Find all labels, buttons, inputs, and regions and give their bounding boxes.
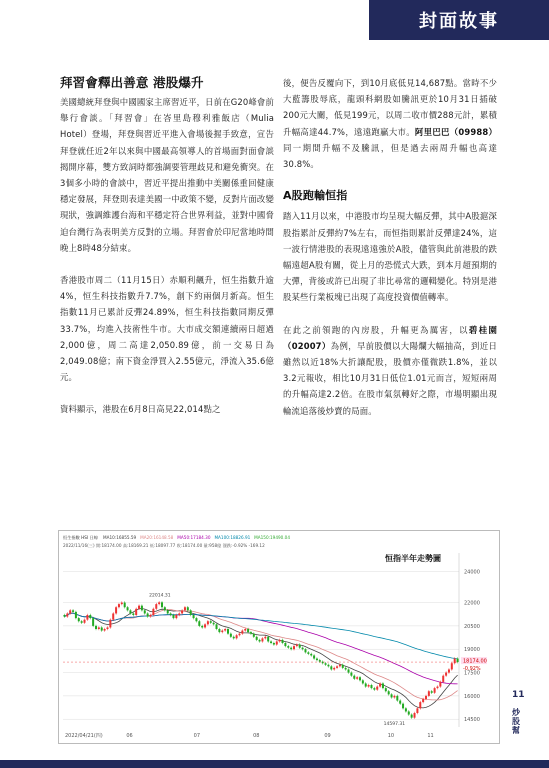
candle-body — [299, 645, 301, 648]
candle-body — [368, 685, 370, 687]
candle-body — [353, 676, 355, 679]
candle-body — [256, 637, 258, 640]
candle-body — [238, 634, 240, 636]
y-tick-label: 20500 — [464, 623, 480, 630]
country-garden-stock: 碧桂園（02007） — [283, 324, 497, 351]
last-change-label: -0.92% — [463, 666, 481, 673]
chart-header-values: 2022/11/16(三) 開:18174.00 高:18169.21 低:18097.77 收:18174.00 量:958億 漲跌:-0.92% -169.12 — [63, 543, 265, 548]
candle-body — [210, 621, 212, 623]
candle-body — [184, 607, 186, 610]
chart-ma-label: MA50:17184.30 — [177, 535, 211, 540]
candle-body — [207, 621, 209, 624]
candle-body — [63, 615, 65, 617]
chart-title: 恒指半年走勢圖 — [385, 554, 441, 563]
candle-body — [104, 629, 106, 631]
candle-body — [408, 711, 410, 714]
right-column — [283, 75, 497, 435]
candle-body — [244, 629, 246, 631]
candle-body — [195, 618, 197, 621]
candle-body — [411, 715, 413, 718]
candle-body — [187, 607, 189, 610]
paragraph: 美國總統拜登與中國國家主席習近平，日前在G20峰會前舉行會談。「拜習會」在峇里島穆利雅飯店（Mulia Hotel）登場，拜登與習近平進入會場後握手致意，宣告拜登就任近2年以來與中國最高領導人的首場面對面會談揭開序幕，雙方致詞時都強調要管理歧見和避免衝突。在3個多小時的會談中，習近平提出推動中美關係重回健康穩定發展，拜登則表達美國一中政策不變，反對片面改變現狀，強調維護台海和平穩定符合世界利益，並對中國脅迫台灣行為表明美方反對的立場。拜習會於印尼當地時間晚上8時48分結束。 — [60, 97, 274, 253]
candle-body — [282, 640, 284, 643]
candle-body — [261, 638, 263, 641]
candle-body — [247, 629, 249, 632]
candle-body — [276, 641, 278, 644]
candle-body — [436, 687, 438, 689]
candle-body — [172, 615, 174, 618]
candle-body — [448, 669, 450, 672]
candle-body — [442, 676, 444, 682]
candle-body — [250, 632, 252, 634]
candle-body — [359, 677, 361, 680]
candle-body — [388, 691, 390, 694]
candle-body — [264, 637, 266, 639]
candle-body — [84, 620, 86, 623]
candle-body — [213, 623, 215, 625]
chart-ma-label: MA100:18826.91 — [214, 535, 251, 540]
subheading: A股跑輸恒指 — [283, 189, 348, 203]
candle-body — [414, 713, 416, 718]
candle-body — [72, 610, 74, 612]
ma-line — [64, 609, 457, 708]
bottom-bar — [0, 760, 549, 768]
candle-body — [319, 660, 321, 662]
candle-body — [279, 640, 281, 642]
candle-body — [434, 688, 436, 693]
last-price-label: 18174.00 — [463, 658, 487, 665]
candle-body — [350, 673, 352, 676]
candle-body — [399, 701, 401, 704]
paragraph: 資料顯示，港股在6月8日高見22,014點之 — [60, 404, 221, 415]
candle-body — [78, 618, 80, 621]
y-tick-label: 19000 — [464, 647, 480, 654]
ma-line — [64, 613, 457, 659]
candle-body — [385, 688, 387, 691]
candle-body — [69, 610, 71, 613]
candle-body — [405, 708, 407, 711]
paragraph: 在此之前領跑的內房股，升幅更為厲害，以碧桂園（02007）為例，早前股價以大陽爛大幅抽高，到近日雖然以近18%大折讓配股，股價亦僅微跌1.8%，並以3.2元報收，相比10月31日低位1.01元而言，短短兩周的升幅高達2.2倍。在股市氣氛轉好之際，市場明顯出現輪流追落後炒賣的局面。 — [283, 324, 497, 416]
candle-body — [141, 606, 143, 611]
chart-ma-label: MA10:16855.59 — [103, 535, 137, 540]
candle-body — [396, 696, 398, 701]
candle-body — [241, 631, 243, 634]
candle-body — [135, 609, 137, 615]
candle-body — [419, 702, 421, 708]
candle-body — [170, 613, 172, 615]
candle-body — [227, 629, 229, 634]
candle-body — [198, 621, 200, 626]
x-tick-label: 06 — [126, 733, 133, 739]
candle-body — [81, 621, 83, 623]
candle-body — [290, 648, 292, 650]
candle-body — [270, 641, 272, 643]
y-tick-label: 24000 — [464, 569, 480, 576]
candle-body — [373, 688, 375, 690]
candle-body — [127, 607, 129, 610]
candle-body — [181, 610, 183, 613]
candle-body — [382, 683, 384, 688]
candle-body — [233, 637, 235, 639]
candle-body — [152, 609, 154, 615]
candle-body — [259, 640, 261, 642]
candle-body — [201, 626, 203, 628]
chart-svg — [59, 531, 499, 743]
candle-body — [204, 624, 206, 627]
candle-body — [75, 612, 77, 618]
ma-line — [64, 613, 457, 684]
chart-header-name: 恒生指數 HSI 日線 — [63, 535, 98, 540]
candle-body — [376, 687, 378, 690]
candle-body — [95, 626, 97, 629]
candle-body — [147, 613, 149, 616]
section-label: 封面故事 — [419, 11, 499, 32]
candle-body — [457, 659, 459, 663]
article-title: 拜習會釋出善意 港股爆升 — [60, 75, 204, 90]
candle-body — [365, 683, 367, 686]
page-number: 11 — [512, 690, 525, 700]
brand-name: 炒股幫 — [512, 708, 520, 735]
paragraph: 踏入11月以來，中港股市均呈現大幅反彈，其中A股滬深股指累計反彈約7%左右，而恒指則累計反彈達24%，這一波行情港股的表現遠遠強於A股，儘管與此前港股的跌幅遠超A股有關，從上月的恐慌式大跌，到本月超預期的大彈，背後或許已出現了非比尋常的邏輯變化。特別是港股某些行業板塊已出現了高度投資價值轉率。 — [283, 211, 497, 303]
section-header — [369, 0, 549, 40]
x-tick-label: 07 — [193, 733, 201, 739]
candle-body — [118, 604, 120, 607]
candle-body — [167, 610, 169, 613]
paragraph: 香港股市周二（11月15日）赤順利飆升，恒生指數升逾4%，恒生科技指數升7.7%，創下約兩個月新高。恒生指數11月已累計反彈24.89%，恒生科技指數同期反彈33.7%，均進入技術性牛市。大市成交額連續兩日超過2,000億，周二高達2,050.89億，前一交易日為2,049.08億；南下資金淨買入2.55億元，淨流入35.6億元。 — [60, 275, 274, 383]
candle-body — [336, 666, 338, 668]
candle-body — [221, 631, 223, 633]
candle-body — [431, 691, 433, 693]
candle-body — [425, 696, 427, 699]
candle-body — [101, 627, 103, 630]
alibaba-stock: 阿里巴巴（09988） — [414, 126, 497, 137]
y-tick-label: 16000 — [464, 693, 480, 700]
candle-body — [89, 615, 91, 618]
candle-body — [161, 602, 163, 607]
candle-body — [267, 637, 269, 642]
candle-body — [307, 652, 309, 654]
candle-body — [439, 682, 441, 687]
low-annotation: 14597.31 — [383, 721, 406, 727]
y-tick-label: 17500 — [464, 670, 480, 677]
candle-body — [293, 646, 295, 649]
candle-body — [339, 665, 341, 667]
candle-body — [428, 691, 430, 696]
candle-body — [325, 663, 327, 665]
candle-body — [379, 683, 381, 686]
candle-body — [178, 613, 180, 615]
candle-body — [109, 620, 111, 628]
candle-body — [86, 615, 88, 620]
candle-body — [230, 634, 232, 637]
candle-body — [92, 618, 94, 626]
chart-ma-label: MA150:19490.04 — [254, 535, 291, 540]
candle-body — [451, 663, 453, 669]
candle-body — [370, 685, 372, 688]
candle-body — [106, 627, 108, 629]
candle-body — [155, 604, 157, 609]
candle-body — [402, 704, 404, 709]
candle-body — [121, 603, 123, 605]
candle-body — [356, 677, 358, 679]
paragraph: 後，便告反覆向下，到10月底低見14,687點。當時不少大藍籌股辱底，龍頭科網股如騰訊更於10月31日插破200元大關，低見199元，以周二收市價288元計，累積升幅高達44.7%，遠遠跑贏大市。阿里巴巴（09988）同一期間升幅不及騰訊，但是過去兩周升幅也高達30.8%。 — [283, 78, 497, 170]
candle-body — [216, 624, 218, 629]
candle-body — [362, 680, 364, 683]
candle-body — [144, 610, 146, 613]
candle-body — [345, 668, 347, 670]
y-tick-label: 14500 — [464, 717, 480, 724]
candle-body — [273, 643, 275, 645]
candle-body — [132, 613, 134, 615]
candle-body — [304, 649, 306, 652]
candle-body — [129, 610, 131, 613]
candle-body — [150, 615, 152, 617]
candle-body — [454, 659, 456, 664]
candle-body — [190, 610, 192, 615]
candle-body — [416, 708, 418, 713]
candle-body — [302, 648, 304, 650]
candle-body — [330, 666, 332, 669]
candle-body — [124, 603, 126, 608]
hsi-chart — [58, 530, 500, 744]
candle-body — [66, 613, 68, 616]
candle-body — [348, 669, 350, 672]
candle-body — [445, 673, 447, 676]
chart-ma-label: MA20:16148.58 — [140, 535, 174, 540]
candle-body — [313, 655, 315, 658]
x-tick-label: 2022/04/21(四) — [65, 733, 103, 739]
y-tick-label: 22000 — [464, 600, 480, 607]
candle-body — [393, 696, 395, 698]
candle-body — [296, 645, 298, 647]
candle-body — [224, 629, 226, 631]
x-tick-label: 10 — [387, 733, 395, 739]
left-column — [60, 75, 274, 434]
x-tick-label: 08 — [253, 733, 260, 739]
candle-body — [310, 654, 312, 656]
candle-body — [316, 659, 318, 661]
ma-line — [64, 610, 457, 701]
candle-body — [115, 607, 117, 613]
candle-body — [333, 668, 335, 670]
candle-body — [112, 613, 114, 619]
candle-body — [284, 643, 286, 646]
high-annotation: 22014.31 — [149, 593, 171, 599]
candle-body — [342, 665, 344, 668]
candle-body — [164, 607, 166, 610]
candle-body — [391, 694, 393, 697]
candle-body — [138, 606, 140, 609]
candle-body — [158, 602, 160, 604]
candle-body — [422, 699, 424, 702]
candle-body — [287, 646, 289, 648]
x-tick-label: 09 — [324, 733, 331, 739]
candle-body — [253, 634, 255, 637]
candle-body — [175, 615, 177, 618]
candle-body — [218, 629, 220, 632]
candle-body — [327, 665, 329, 667]
candle-body — [193, 615, 195, 618]
candle-body — [236, 635, 238, 638]
candle-body — [98, 627, 100, 629]
x-tick-label: 11 — [427, 733, 434, 739]
